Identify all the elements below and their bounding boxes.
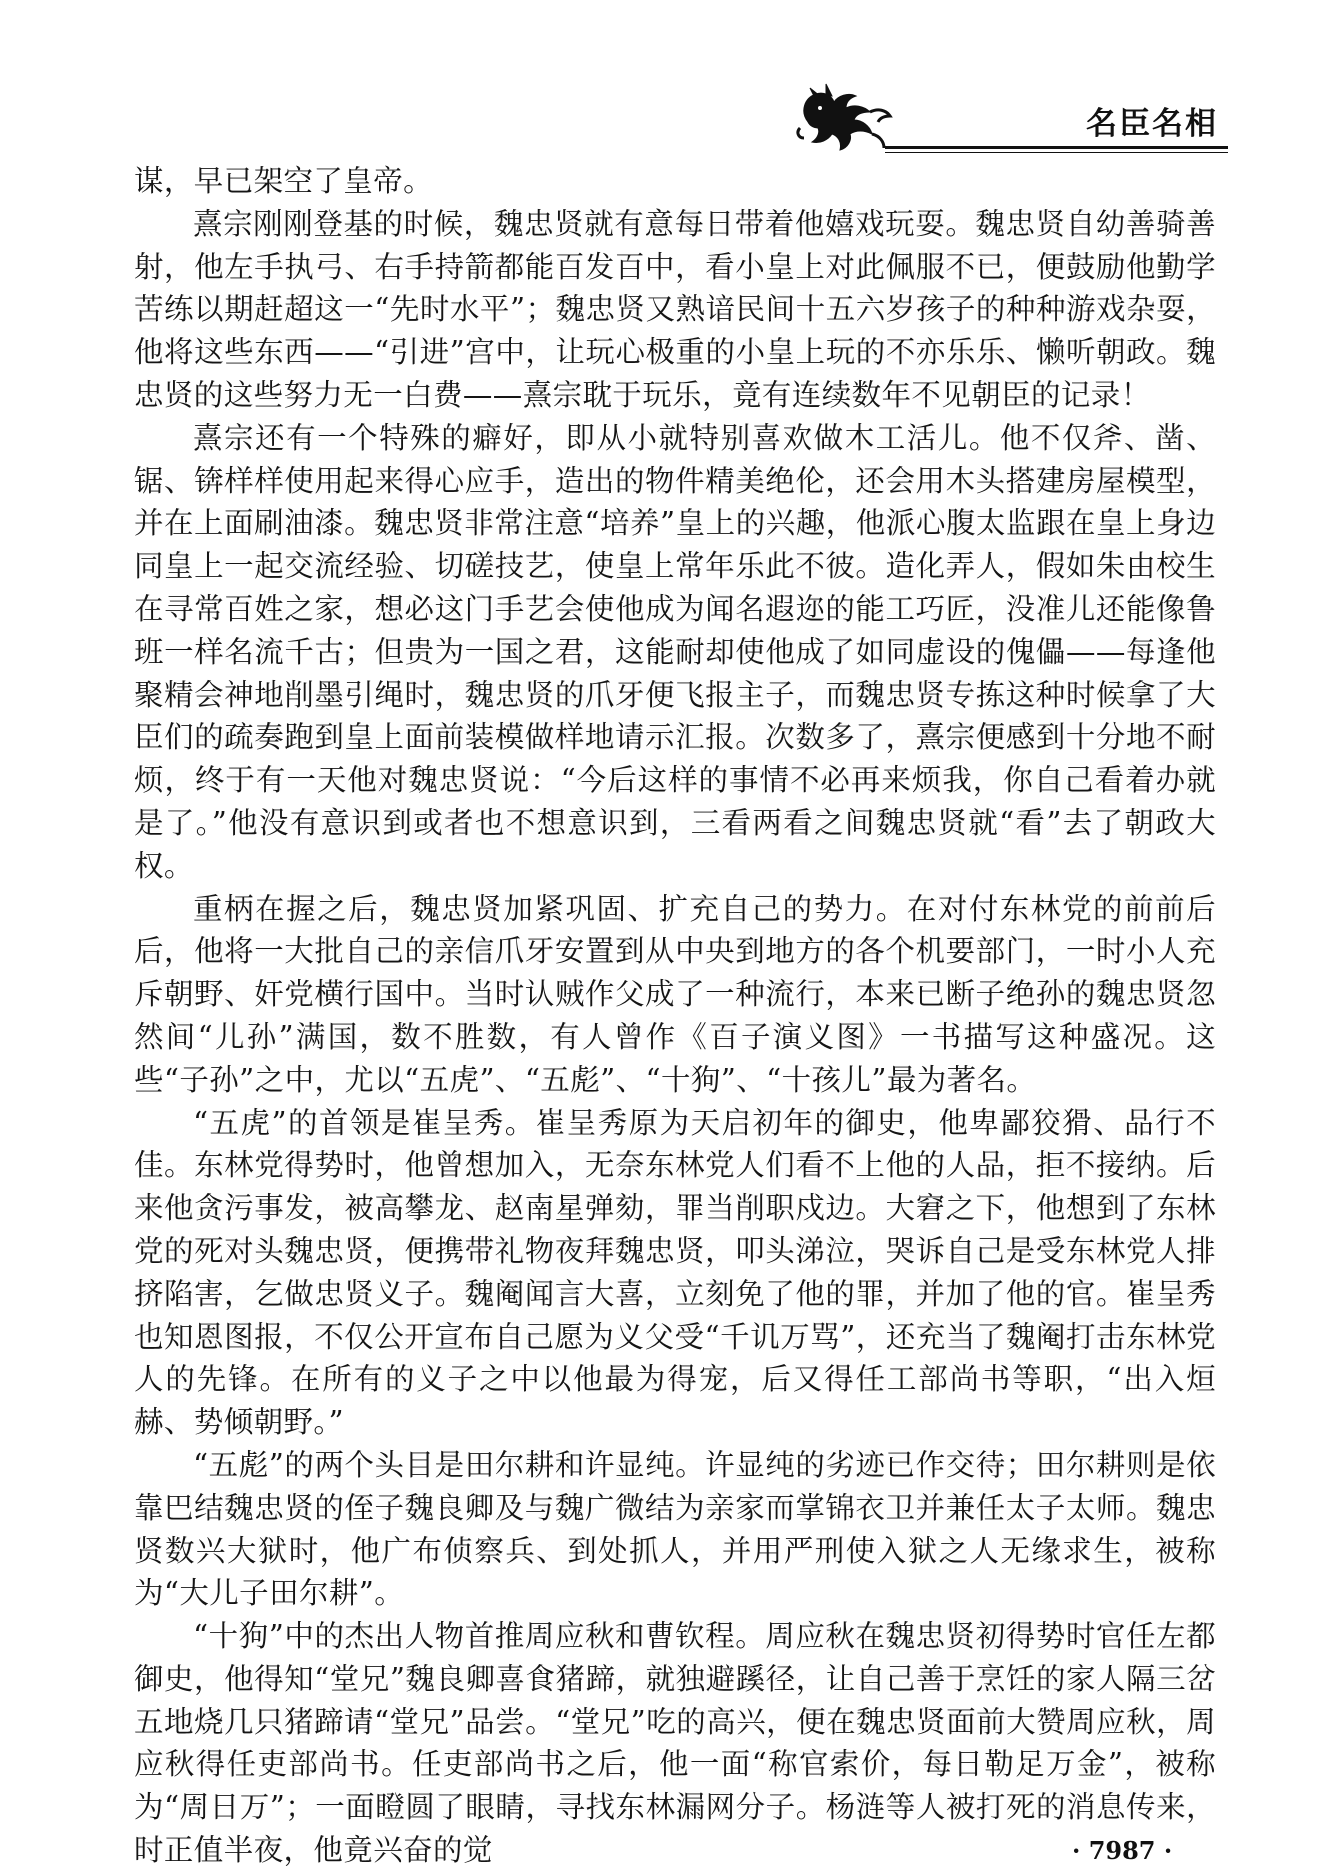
page-header: [790, 78, 1228, 158]
paragraph: 谋，早已架空了皇帝。: [134, 164, 434, 198]
paragraph: “五虎”的首领是崔呈秀。崔呈秀原为天启初年的御史，他卑鄙狡猾、品行不佳。东林党得势时，他曾想加入，无奈东林党人们看不上他的人品，拒不接纳。后来他贪污事发，被高攀龙、赵南星弹劾，罪当削职戍边。大窘之下，他想到了东林党的死对头魏忠贤，便携带礼物夜拜魏忠贤，叩头涕泣，哭诉自己是受东林党人排挤陷害，乞做忠贤义子。魏阉闻言大喜，立刻免了他的罪，并加了他的官。崔呈秀也知恩图报，不仅公开宣布自己愿为义父受“千讥万骂”，还充当了魏阉打击东林党人的先锋。在所有的义子之中以他最为得宠，后又得任工部尚书等职，“出入烜赫、势倾朝野。”: [134, 1105, 1216, 1440]
body-text: [134, 160, 1216, 1872]
paragraph: “五彪”的两个头目是田尔耕和许显纯。许显纯的劣迹已作交待；田尔耕则是依靠巴结魏忠贤的侄子魏良卿及与魏广微结为亲家而掌锦衣卫并兼任太子太师。魏忠贤数兴大狱时，他广布侦察兵、到处抓人，并用严刑使入狱之人无缘求生，被称为“大儿子田尔耕”。: [134, 1447, 1216, 1611]
header-rule-thin: [885, 152, 1228, 153]
section-title: 名臣名相: [1086, 106, 1218, 142]
paragraph: 熹宗还有一个特殊的癖好，即从小就特别喜欢做木工活儿。他不仅斧、凿、锯、锛样样使用起来得心应手，造出的物件精美绝伦，还会用木头搭建房屋模型，并在上面刷油漆。魏忠贤非常注意“培养”皇上的兴趣，他派心腹太监跟在皇上身边同皇上一起交流经验、切磋技艺，使皇上常年乐此不彼。造化弄人，假如朱由校生在寻常百姓之家，想必这门手艺会使他成为闻名遐迩的能工巧匠，没准儿还能像鲁班一样名流千古；但贵为一国之君，这能耐却使他成了如同虚设的傀儡——每逢他聚精会神地削墨引绳时，魏忠贤的爪牙便飞报主子，而魏忠贤专拣这种时候拿了大臣们的疏奏跑到皇上面前装模做样地请示汇报。次数多了，熹宗便感到十分地不耐烦，终于有一天他对魏忠贤说：“今后这样的事情不必再来烦我，你自己看着办就是了。”他没有意识到或者也不想意识到，三看两看之间魏忠贤就“看”去了朝政大权。: [134, 420, 1216, 883]
page-number: · 7987 ·: [1072, 1836, 1173, 1865]
paragraph: “十狗”中的杰出人物首推周应秋和曹钦程。周应秋在魏忠贤初得势时官任左都御史，他得知“堂兄”魏良卿喜食猪蹄，就独避蹊径，让自己善于烹饪的家人隔三岔五地烧几只猪蹄请“堂兄”品尝。“堂兄”吃的高兴，便在魏忠贤面前大赞周应秋，周应秋得任吏部尚书。任吏部尚书之后，他一面“称官索价，每日勒足万金”，被称为“周日万”；一面瞪圆了眼睛，寻找东林漏网分子。杨涟等人被打死的消息传来，时正值半夜，他竟兴奋的觉: [134, 1619, 1216, 1868]
header-rule: [885, 146, 1228, 149]
paragraph: 重柄在握之后，魏忠贤加紧巩固、扩充自己的势力。在对付东林党的前前后后，他将一大批自己的亲信爪牙安置到从中央到地方的各个机要部门，一时小人充斥朝野、奸党横行国中。当时认贼作父成了一种流行，本来已断子绝孙的魏忠贤忽然间“儿孙”满国，数不胜数，有人曾作《百子演义图》一书描写这种盛况。这些“子孙”之中，尤以“五虎”、“五彪”、“十狗”、“十孩儿”最为著名。: [134, 891, 1216, 1097]
paragraph: 熹宗刚刚登基的时候，魏忠贤就有意每日带着他嬉戏玩耍。魏忠贤自幼善骑善射，他左手执弓、右手持箭都能百发百中，看小皇上对此佩服不已，便鼓励他勤学苦练以期赶超这一“先时水平”；魏忠贤又熟谙民间十五六岁孩子的种种游戏杂耍，他将这些东西——“引进”宫中，让玩心极重的小皇上玩的不亦乐乐、懒听朝政。魏忠贤的这些努力无一白费——熹宗耽于玩乐，竟有连续数年不见朝臣的记录！: [134, 206, 1216, 412]
